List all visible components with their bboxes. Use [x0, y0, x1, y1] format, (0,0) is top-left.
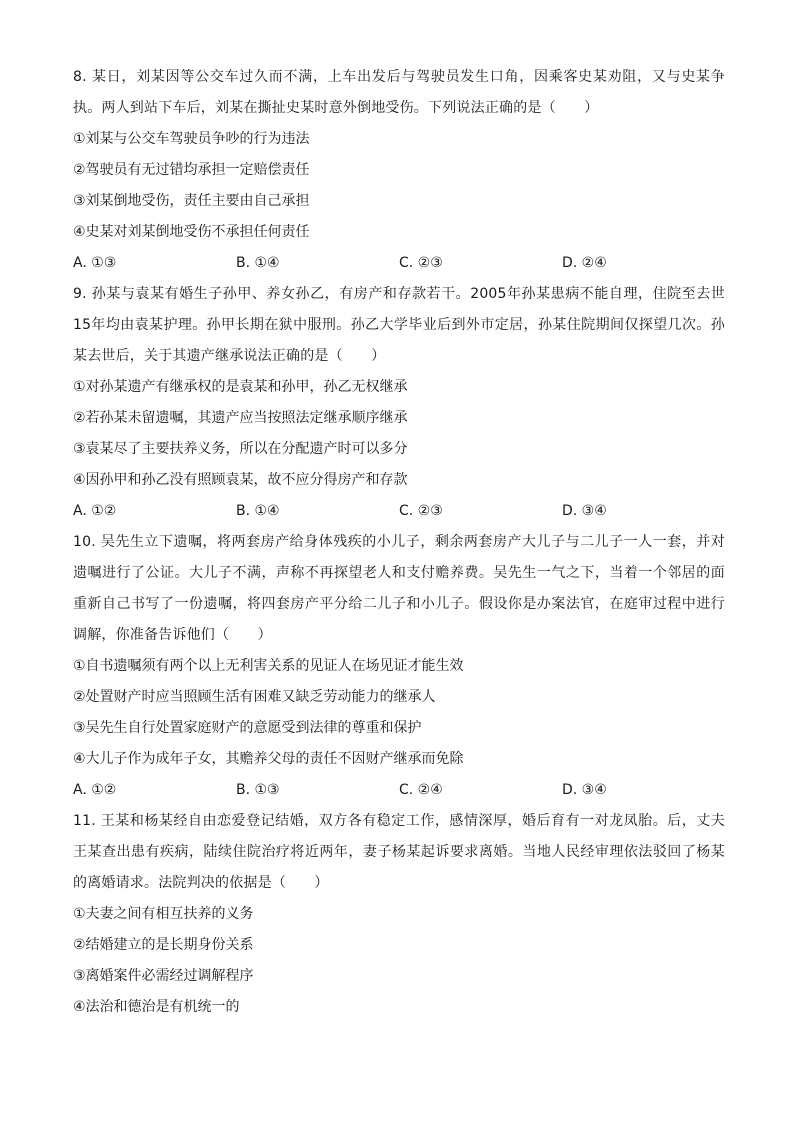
statement-4: ④大儿子作为成年子女，其赡养父母的责任不因财产继承而免除 — [73, 751, 464, 767]
statement-3: ③袁某尽了主要扶养义务，所以在分配遗产时可以多分 — [73, 441, 408, 457]
option-b: B. ①④ — [236, 503, 280, 519]
statement-1: ①自书遗嘱须有两个以上无利害关系的见证人在场见证才能生效 — [73, 658, 464, 674]
question-11 — [73, 806, 725, 1023]
option-c: C. ②④ — [399, 782, 443, 798]
option-a: A. ①② — [73, 503, 117, 519]
option-c: C. ②③ — [399, 503, 443, 519]
statement-1: ①刘某与公交车驾驶员争吵的行为违法 — [73, 131, 310, 147]
question-8 — [73, 62, 725, 279]
option-d: D. ③④ — [562, 782, 607, 798]
statement-2: ②驾驶员有无过错均承担一定赔偿责任 — [73, 162, 310, 178]
exam-page — [73, 62, 725, 1023]
statement-3: ③离婚案件必需经过调解程序 — [73, 968, 254, 984]
question-stem: 11. 王某和杨某经自由恋爱登记结婚，双方各有稳定工作，感情深厚，婚后育有一对龙凤胎。后，丈夫王某查出患有疾病，陆续住院治疗将近两年，妻子杨某起诉要求离婚。当地人民经审理依法驳回了杨某的离婚请求。法院判决的依据是（ ） — [73, 813, 725, 891]
option-d: D. ②④ — [562, 255, 607, 271]
statement-3: ③刘某倒地受伤，责任主要由自己承担 — [73, 193, 310, 209]
statement-1: ①对孙某遗产有继承权的是袁某和孙甲，孙乙无权继承 — [73, 379, 408, 395]
question-10 — [73, 527, 725, 806]
answer-options — [73, 775, 725, 806]
statement-4: ④法治和德治是有机统一的 — [73, 999, 240, 1015]
statement-3: ③吴先生自行处置家庭财产的意愿受到法律的尊重和保护 — [73, 720, 422, 736]
option-b: B. ①③ — [236, 782, 280, 798]
option-a: A. ①② — [73, 782, 117, 798]
answer-options — [73, 248, 725, 279]
option-b: B. ①④ — [236, 255, 280, 271]
question-stem: 10. 吴先生立下遗嘱，将两套房产给身体残疾的小儿子，剩余两套房产大儿子与二儿子一人一套，并对遗嘱进行了公证。大儿子不满，声称不再探望老人和支付赡养费。吴先生一气之下，当着一个邻居的面重新自己书写了一份遗嘱，将四套房产平分给二儿子和小儿子。假设你是办案法官，在庭审过程中进行调解，你准备告诉他们（ ） — [73, 534, 725, 643]
question-9 — [73, 279, 725, 527]
question-stem: 9. 孙某与袁某有婚生子孙甲、养女孙乙，有房产和存款若干。2005年孙某患病不能自理，住院至去世15年均由袁某护理。孙甲长期在狱中服刑。孙乙大学毕业后到外市定居，孙某住院期间仅探望几次。孙某去世后，关于其遗产继承说法正确的是（ ） — [73, 286, 725, 364]
statement-1: ①夫妻之间有相互扶养的义务 — [73, 906, 254, 922]
option-c: C. ②③ — [399, 255, 443, 271]
option-d: D. ③④ — [562, 503, 607, 519]
statement-4: ④因孙甲和孙乙没有照顾袁某，故不应分得房产和存款 — [73, 472, 408, 488]
statement-4: ④史某对刘某倒地受伤不承担任何责任 — [73, 224, 310, 240]
question-stem: 8. 某日，刘某因等公交车过久而不满，上车出发后与驾驶员发生口角，因乘客史某劝阻，又与史某争执。两人到站下车后，刘某在撕扯史某时意外倒地受伤。下列说法正确的是（ ） — [73, 69, 725, 116]
statement-2: ②处置财产时应当照顾生活有困难又缺乏劳动能力的继承人 — [73, 689, 436, 705]
option-a: A. ①③ — [73, 255, 117, 271]
statement-2: ②结婚建立的是长期身份关系 — [73, 937, 254, 953]
statement-2: ②若孙某未留遗嘱，其遗产应当按照法定继承顺序继承 — [73, 410, 408, 426]
answer-options — [73, 496, 725, 527]
